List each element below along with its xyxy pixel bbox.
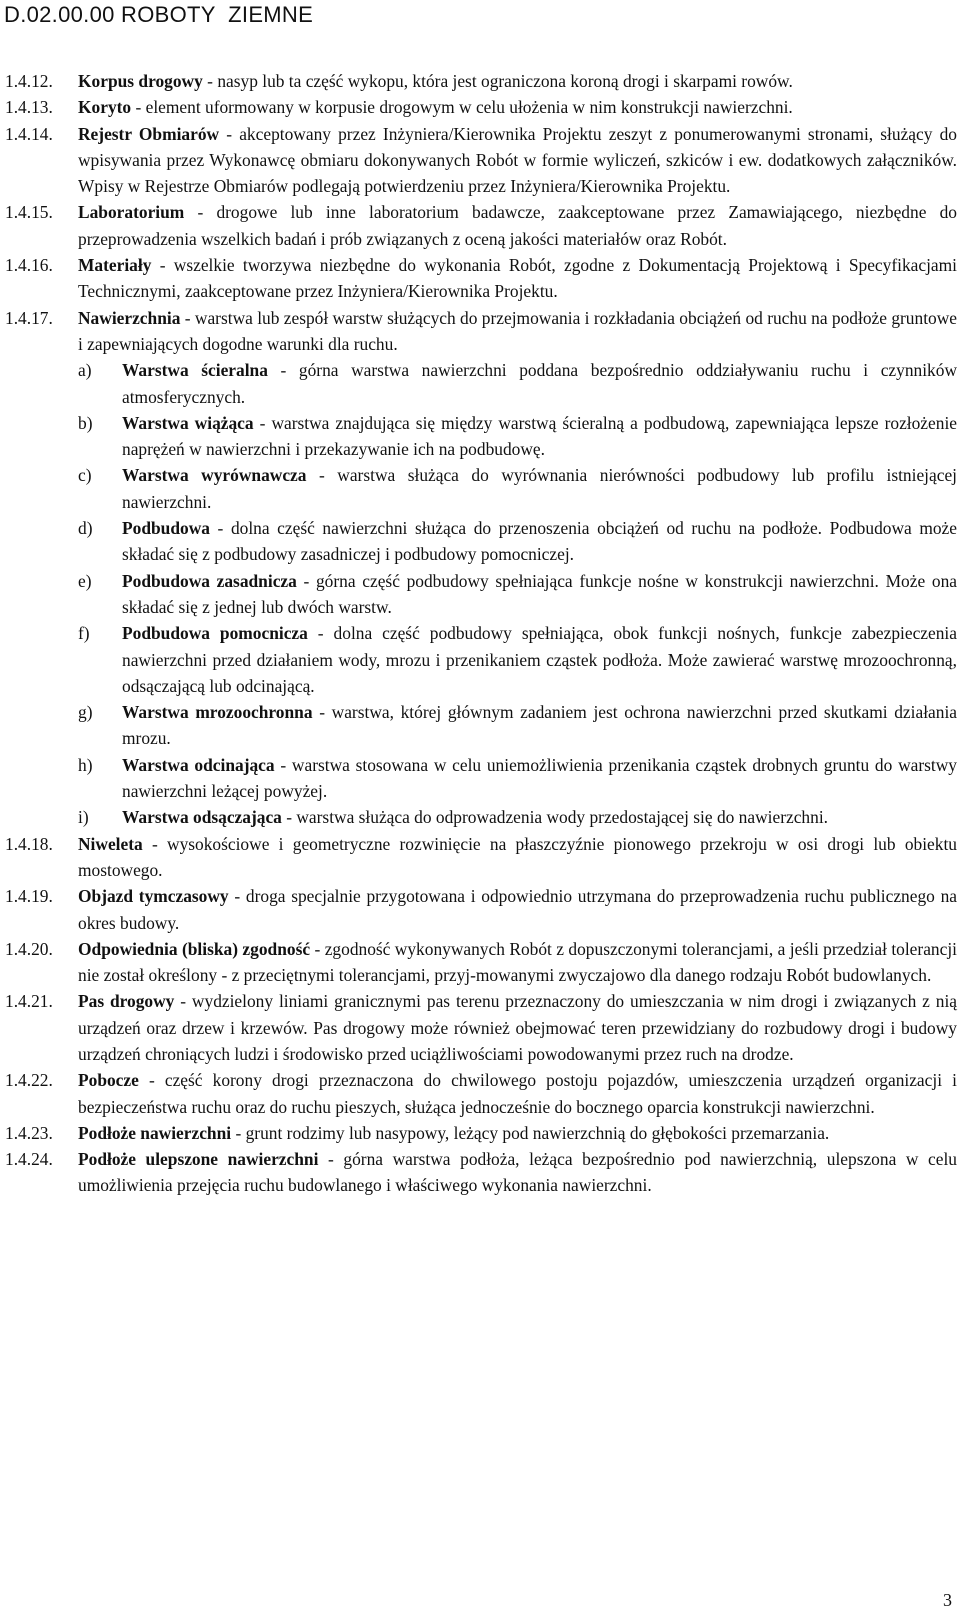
subitem-letter: g) bbox=[78, 702, 93, 723]
entry-term: Objazd tymczasowy bbox=[78, 886, 229, 907]
entry-term: Pobocze bbox=[78, 1070, 139, 1091]
subitem-definition: - górna część podbudowy spełniająca funkcje nośne w konstrukcji nawierzchni. Może ona składać się z jednej lub dwóch warstw. bbox=[122, 570, 957, 617]
entry-term: Korpus drogowy bbox=[78, 71, 203, 91]
definition-1-4-20 bbox=[5, 936, 957, 989]
page-number: 3 bbox=[943, 1590, 952, 1610]
subitem-f bbox=[5, 620, 957, 699]
subitem-definition: - dolna część podbudowy spełniająca, obok funkcji nośnych, funkcje zabezpieczenia nawierzchni przed działaniem wody, mrozu i przenikaniem cząstek podłoża. Może zawierać warstwę mrozoochronną, odsączającą lub odcinającą. bbox=[122, 623, 957, 696]
definition-1-4-22 bbox=[5, 1067, 957, 1120]
subitem-text bbox=[122, 620, 957, 699]
entry-definition: - część korony drogi przeznaczona do chwilowego postoju pojazdów, umieszczenia urządzeń organizacji i bezpieczeństwa ruchu oraz do ruchu pieszych, służąca jednocześnie do bocznego oparcia konstrukcji nawierzchni. bbox=[78, 1070, 957, 1117]
definition-1-4-19 bbox=[5, 883, 957, 936]
entry-text bbox=[78, 252, 957, 305]
entry-definition: - akceptowany przez Inżyniera/Kierownika Projektu zeszyt z ponumerowanymi stronami, służący do wpisywania przez Wykonawcę obmiaru dokonywanych Robót w formie wyliczeń, szkiców i ew. dodatkowych załączników. Wpisy w Rejestrze Obmiarów podlegają potwierdzeniu przez Inżyniera/Kierownika Projektu. bbox=[78, 123, 957, 197]
entry-definition: - górna warstwa podłoża, leżąca bezpośrednio pod nawierzchnią, ulepszona w celu umożliwienia przejęcia ruchu budowlanego i właściwego wykonania nawierzchni. bbox=[78, 1149, 957, 1196]
entry-text bbox=[78, 936, 957, 989]
subitem-term: Warstwa odcinająca bbox=[122, 754, 275, 775]
page-header: D.02.00.00 ROBOTY ZIEMNE bbox=[4, 2, 314, 27]
entry-definition: - element uformowany w korpusie drogowym w celu ułożenia w nim konstrukcji nawierzchni. bbox=[131, 97, 793, 118]
entry-definition: - wszelkie tworzywa niezbędne do wykonania Robót, zgodne z Dokumentacją Projektową i Specyfikacjami Technicznymi, zaakceptowane przez Inżyniera/Kierownika Projektu. bbox=[78, 255, 957, 302]
subitem-definition: - dolna część nawierzchni służąca do przenoszenia obciążeń od ruchu na podłoże. Podbudowa może składać się z podbudowy zasadniczej i podbudowy pomocniczej. bbox=[122, 518, 957, 565]
subitem-letter: b) bbox=[78, 412, 93, 433]
subitem-term: Podbudowa zasadnicza bbox=[122, 570, 297, 591]
definition-1-4-14 bbox=[5, 121, 957, 200]
subitem-c bbox=[5, 462, 957, 515]
subitem-text bbox=[122, 804, 957, 830]
subitem-letter: d) bbox=[78, 518, 93, 539]
entry-term: Podłoże nawierzchni bbox=[78, 1122, 232, 1143]
entry-text bbox=[78, 121, 957, 200]
subitem-a bbox=[5, 357, 957, 410]
entry-term: Rejestr Obmiarów bbox=[78, 123, 220, 144]
entry-text bbox=[78, 883, 957, 936]
entry-number: 1.4.19. bbox=[5, 886, 53, 907]
subitem-term: Warstwa odsączająca bbox=[122, 807, 282, 828]
entry-definition: - warstwa lub zespół warstw służących do przejmowania i rozkładania obciążeń od ruchu na podłoże gruntowe i zapewniających dogodne warunki dla ruchu. bbox=[78, 307, 957, 354]
subitem-definition: - warstwa, której głównym zadaniem jest ochrona nawierzchni przed skutkami działania mrozu. bbox=[122, 702, 958, 749]
subitem-definition: - warstwa znajdująca się między warstwą ścieralną a podbudową, zapewniająca lepsze rozłożenie naprężeń w nawierzchni i przekazywanie ich na podbudowę. bbox=[122, 412, 957, 460]
subitem-term: Warstwa mrozoochronna bbox=[122, 702, 313, 723]
entry-text bbox=[78, 1146, 957, 1199]
definition-1-4-17 bbox=[5, 305, 957, 358]
entry-number: 1.4.23. bbox=[5, 1122, 53, 1143]
entry-term: Laboratorium bbox=[78, 202, 185, 223]
entry-term: Podłoże ulepszone nawierzchni bbox=[78, 1149, 319, 1170]
entry-term: Nawierzchnia bbox=[78, 307, 181, 328]
subitem-i bbox=[5, 804, 957, 830]
entry-number: 1.4.24. bbox=[5, 1149, 53, 1170]
entry-definition: - wysokościowe i geometryczne rozwinięcie na płaszczyźnie pionowego przekroju w osi drogi lub obiektu mostowego. bbox=[78, 833, 957, 880]
entry-definition: - wydzielony liniami granicznymi pas terenu przeznaczony do umieszczania w nim drogi i związanych z nią urządzeń oraz drzew i krzewów. Pas drogowy może również obejmować teren przewidziany do rozbudowy drogi i budowy urządzeń chroniących ludzi i środowisko przed uciążliwościami powodowanymi przez ruch na drodze. bbox=[78, 991, 957, 1064]
subitem-term: Warstwa wyrównawcza bbox=[122, 465, 307, 486]
subitem-text bbox=[122, 462, 957, 515]
entry-term: Materiały bbox=[78, 255, 152, 276]
subitem-e bbox=[5, 568, 957, 621]
subitem-text bbox=[122, 568, 957, 621]
entry-definition: - zgodność wykonywanych Robót z dopuszczonymi tolerancjami, a jeśli przedział tolerancji nie został określony - z przeciętnymi tolerancjami, przyj-mowanymi zwyczajowo dla danego rodzaju Robót budowlanych. bbox=[78, 938, 957, 986]
subitem-text bbox=[122, 410, 957, 463]
entry-number: 1.4.16. bbox=[5, 255, 53, 276]
subitem-g bbox=[5, 699, 957, 752]
subitem-b bbox=[5, 410, 957, 463]
entry-definition: - grunt rodzimy lub nasypowy, leżący pod nawierzchnią do głębokości przemarzania. bbox=[231, 1122, 830, 1143]
entry-term: Koryto bbox=[78, 97, 132, 118]
subitem-text bbox=[122, 752, 957, 805]
entry-text bbox=[78, 1120, 957, 1146]
entry-term: Odpowiednia (bliska) zgodność bbox=[78, 938, 311, 959]
entry-number: 1.4.21. bbox=[5, 991, 53, 1012]
subitem-definition: - warstwa służąca do wyrównania nierówności podbudowy lub profilu istniejącej nawierzchni. bbox=[122, 465, 957, 512]
subitem-letter: i) bbox=[78, 807, 89, 828]
subitem-definition: - warstwa służąca do odprowadzenia wody przedostającej się do nawierzchni. bbox=[281, 807, 829, 828]
entry-number: 1.4.15. bbox=[5, 202, 53, 223]
entry-number: 1.4.18. bbox=[5, 833, 53, 854]
entry-definition: - nasyp lub ta część wykopu, która jest ograniczona koroną drogi i skarpami rowów. bbox=[202, 71, 793, 91]
entry-number: 1.4.22. bbox=[5, 1070, 53, 1091]
subitem-term: Warstwa ścieralna bbox=[122, 360, 268, 381]
entry-text bbox=[78, 68, 957, 94]
subitem-text bbox=[122, 699, 957, 752]
entry-number: 1.4.14. bbox=[5, 123, 53, 144]
subitem-text bbox=[122, 357, 957, 410]
definition-1-4-18 bbox=[5, 831, 957, 884]
entry-text bbox=[78, 988, 957, 1067]
document-body bbox=[5, 68, 957, 1199]
subitem-definition: - górna warstwa nawierzchni poddana bezpośrednio oddziaływaniu ruchu i czynników atmosferycznych. bbox=[122, 360, 957, 407]
entry-number: 1.4.20. bbox=[5, 938, 53, 959]
entry-text bbox=[78, 199, 957, 252]
definition-1-4-21 bbox=[5, 988, 957, 1067]
definition-1-4-13 bbox=[5, 94, 957, 120]
subitem-letter: c) bbox=[78, 465, 92, 486]
subitem-term: Warstwa wiążąca bbox=[122, 412, 254, 433]
subitem-letter: a) bbox=[78, 360, 92, 381]
entry-number: 1.4.13. bbox=[5, 97, 53, 118]
subitem-term: Podbudowa pomocnicza bbox=[122, 623, 308, 644]
entry-term: Niweleta bbox=[78, 833, 143, 854]
subitem-letter: h) bbox=[78, 754, 93, 775]
subitem-term: Podbudowa bbox=[122, 518, 210, 539]
entry-text bbox=[78, 305, 957, 358]
subitem-text bbox=[122, 515, 957, 568]
entry-number: 1.4.17. bbox=[5, 307, 53, 328]
definition-1-4-16 bbox=[5, 252, 957, 305]
entry-definition: - droga specjalnie przygotowana i odpowiednio utrzymana do przeprowadzenia ruchu publicznego na okres budowy. bbox=[78, 886, 957, 933]
entry-text bbox=[78, 831, 957, 884]
definition-1-4-23 bbox=[5, 1120, 957, 1146]
subitem-letter: e) bbox=[78, 570, 92, 591]
entry-definition: - drogowe lub inne laboratorium badawcze, zaakceptowane przez Zamawiającego, niezbędne do przeprowadzenia wszelkich badań i prób związanych z oceną jakości materiałów oraz Robót. bbox=[78, 202, 957, 249]
entry-text bbox=[78, 94, 957, 120]
definition-1-4-24 bbox=[5, 1146, 957, 1199]
subitem-definition: - warstwa stosowana w celu uniemożliwienia przenikania cząstek drobnych gruntu do warstwy nawierzchni leżącej powyżej. bbox=[122, 754, 957, 802]
entry-term: Pas drogowy bbox=[78, 991, 175, 1012]
subitem-h bbox=[5, 752, 957, 805]
subitem-d bbox=[5, 515, 957, 568]
entry-number: 1.4.12. bbox=[5, 71, 53, 91]
definition-1-4-12 bbox=[5, 68, 957, 94]
entry-text bbox=[78, 1067, 957, 1120]
definition-1-4-15 bbox=[5, 199, 957, 252]
subitem-letter: f) bbox=[78, 623, 90, 644]
